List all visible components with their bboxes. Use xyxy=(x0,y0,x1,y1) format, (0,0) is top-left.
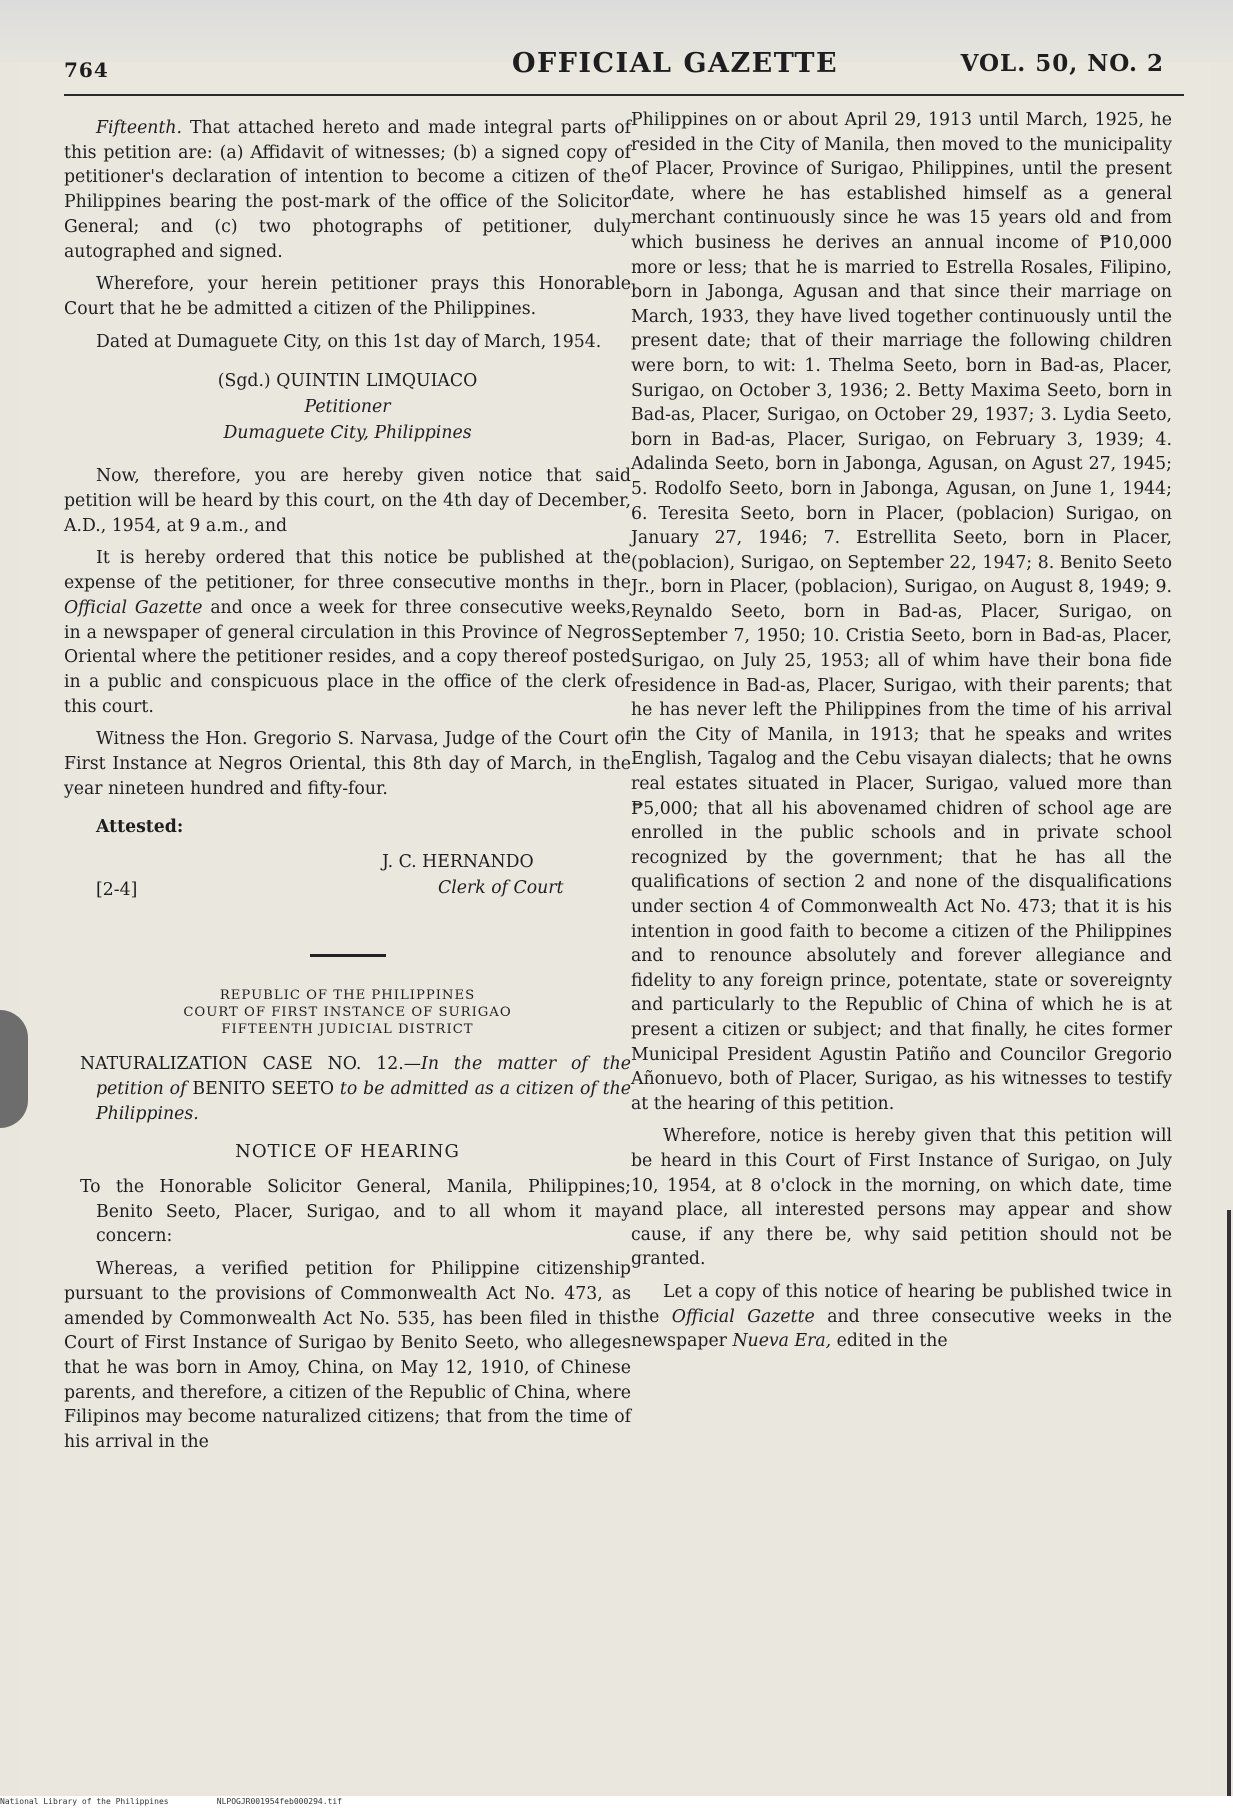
paragraph-publication: Let a copy of this notice of hearing be published twice in the Official Gazette and three consecutive weeks in the newspaper Nueva Era, edited in the xyxy=(631,1281,1172,1352)
paragraph-prayer: Wherefore, your herein petitioner prays this Honorable Court that he be admitted a citizen of the Philippines. xyxy=(64,274,631,319)
publication-title: OFFICIAL GAZETTE xyxy=(512,48,839,79)
paragraph-witness: Witness the Hon. Gregorio S. Narvasa, Judge of the Court of First Instance at Negros Oriental, this 8th day of March, in the year nineteen hundred and fifty-four. xyxy=(64,729,631,799)
court-heading: REPUBLIC OF THE PHILIPPINES COURT OF FIRST INSTANCE OF SURIGAO FIFTEENTH JUDICIAL DISTRICT xyxy=(183,988,512,1038)
petitioner-signature: (Sgd.) QUINTIN LIMQUIACO Petitioner Dumaguete City, Philippines xyxy=(64,368,631,446)
paragraph-fifteenth: Fifteenth. That attached hereto and made integral parts of this petition are: (a) Affidavit of witnesses; (b) a signed copy of petitioner's declaration of intention to become a citizen of the Philippines bearing the post-mark of the office of the Solicitor General; and (c) two photographs of petitioner, duly autographed and signed. xyxy=(64,118,631,262)
petitioner-role: Petitioner xyxy=(304,397,391,418)
petitioner-place: Dumaguete City, Philippines xyxy=(223,423,472,444)
paragraph-allegations: Philippines on or about April 29, 1913 until March, 1925, he resided in the City of Manila, then moved to the municipality of Placer, Province of Surigao, Philippines, until the present date, where he has established himself as a general merchant continuously since he was 15 years old and from which business he derives an annual income of ₱10,000 more or less; that he is married to Estrella Rosales, Filipino, born in Jabonga, Agusan and that since their marriage on March, 1933, they have lived together continuously until the present date; that of their marriage the following children were born, to wit: 1. Thelma Seeto, born in Bad-as, Placer, Surigao, on October 3, 1936; 2. Betty Maxima Seeto, born in Bad-as, Placer, Surigao, on October 29, 1937; 3. Lydia Seeto, born in Bad-as, Placer, Surigao, on February 3, 1939; 4. Adalinda Seeto, born in Jabonga, Agusan, on Agust 27, 1945; 5. Rodolfo Seeto, born in Jabonga, Agusan, on June 1, 1944; 6. Teresita Seeto, born in Placer, (poblacion) Surigao, on January 27, 1946; 7. Estrellita Seeto, born in Placer, (poblacion), Surigao, on September 22, 1947; 8. Benito Seeto Jr., born in Placer, (poblacion), Surigao, on August 8, 1949; 9. Reynaldo Seeto, born in Bad-as, Placer, Surigao, on September 7, 1950; 10. Cristia Seeto, born in Bad-as, Placer, Surigao, on July 25, 1953; all of whim have their bona fide residence in Bad-as, Placer, Surigao, with their parents; that he has never left the Philippines from the time of his arrival in the City of Manila, in 1913; that he speaks and writes English, Tagalog and the Cebu visayan dialects; that he owns real estates situated in Placer, Surigao, valued more than ₱5,000; that all his abovenamed chidren of school age are enrolled in the public schools and in private school recognized by the government; that he has all the qualifications of section 2 and none of the disqualifications under section 4 of Commonwealth Act No. 473; that it is his intention in good faith to become a citizen of the Philippines and to renounce absolutely and forever allegiance and fidelity to any foreign prince, potentate, state or sovereignty and particularly to the Republic of China of which he is at present a citizen or subject; and that finally, he cites former Municipal President Agustin Patiño and Councilor Gregorio Añonuevo, both of Placer, Surigao, as his witnesses to testify at the hearing of this petition. xyxy=(631,110,1172,1114)
clerk-signature xyxy=(64,850,631,914)
notice-title: NOTICE OF HEARING xyxy=(235,1141,460,1163)
page-header xyxy=(44,48,1194,88)
volume-info: VOL. 50, NO. 2 xyxy=(960,50,1164,77)
case-reference: [2-4] xyxy=(96,880,138,901)
petitioner-name: QUINTIN LIMQUIACO xyxy=(276,371,478,392)
page-number: 764 xyxy=(64,58,109,82)
scan-page-edge xyxy=(1227,1210,1231,1800)
scan-footer xyxy=(0,1796,1233,1808)
attested-label: Attested: xyxy=(96,817,184,838)
right-column xyxy=(631,108,1172,1354)
scan-thumb-shadow xyxy=(0,1010,28,1128)
section-divider xyxy=(310,954,386,957)
header-rule xyxy=(64,94,1184,96)
source-file: NLPOGJR001954feb000294.tif xyxy=(216,1797,342,1806)
paragraph-notice: Now, therefore, you are hereby given notice that said petition will be heard by this court, on the 4th day of December, A.D., 1954, at 9 a.m., and xyxy=(64,466,631,536)
source-library: National Library of the Philippines xyxy=(0,1797,169,1806)
clerk-title: Clerk of Court xyxy=(438,878,564,899)
case-title: NATURALIZATION CASE NO. 12.—In the matter of the petition of BENITO SEETO to be admitted as a citizen of the Philippines. xyxy=(80,1054,632,1124)
paragraph-publication-order: It is hereby ordered that this notice be published at the expense of the petitioner, for three consecutive months in the Official Gazette and once a week for three consecutive weeks, in a newspaper of general circulation in this Province of Negros Oriental where the petitioner resides, and a copy thereof posted in a public and conspicuous place in the office of the clerk of this court. xyxy=(64,548,631,717)
paragraph-hearing-notice: Wherefore, notice is hereby given that this petition will be heard in this Court of First Instance of Surigao, on July 10, 1954, at 8 o'clock in the morning, on which date, time and place, all interested persons may appear and show cause, if any there be, why said petition should not be granted. xyxy=(631,1126,1172,1270)
clerk-name: J. C. HERNANDO xyxy=(382,852,534,873)
paragraph-whereas: Whereas, a verified petition for Philippine citizenship pursuant to the provisions of Commonwealth Act No. 473, as amended by Commonwealth Act No. 535, has been filed in this Court of First Instance of Surigao by Benito Seeto, who alleges that he was born in Amoy, China, on May 12, 1910, of Chinese parents, and therefore, a citizen of the Republic of China, where Filipinos may become naturalized citizens; that from the time of his arrival in the xyxy=(64,1259,631,1453)
paragraph-dated: Dated at Dumaguete City, on this 1st day of March, 1954. xyxy=(96,331,602,352)
left-column xyxy=(64,116,631,1455)
addressees: To the Honorable Solicitor General, Manila, Philippines; Benito Seeto, Placer, Surigao, and to all whom it may concern: xyxy=(80,1176,631,1247)
